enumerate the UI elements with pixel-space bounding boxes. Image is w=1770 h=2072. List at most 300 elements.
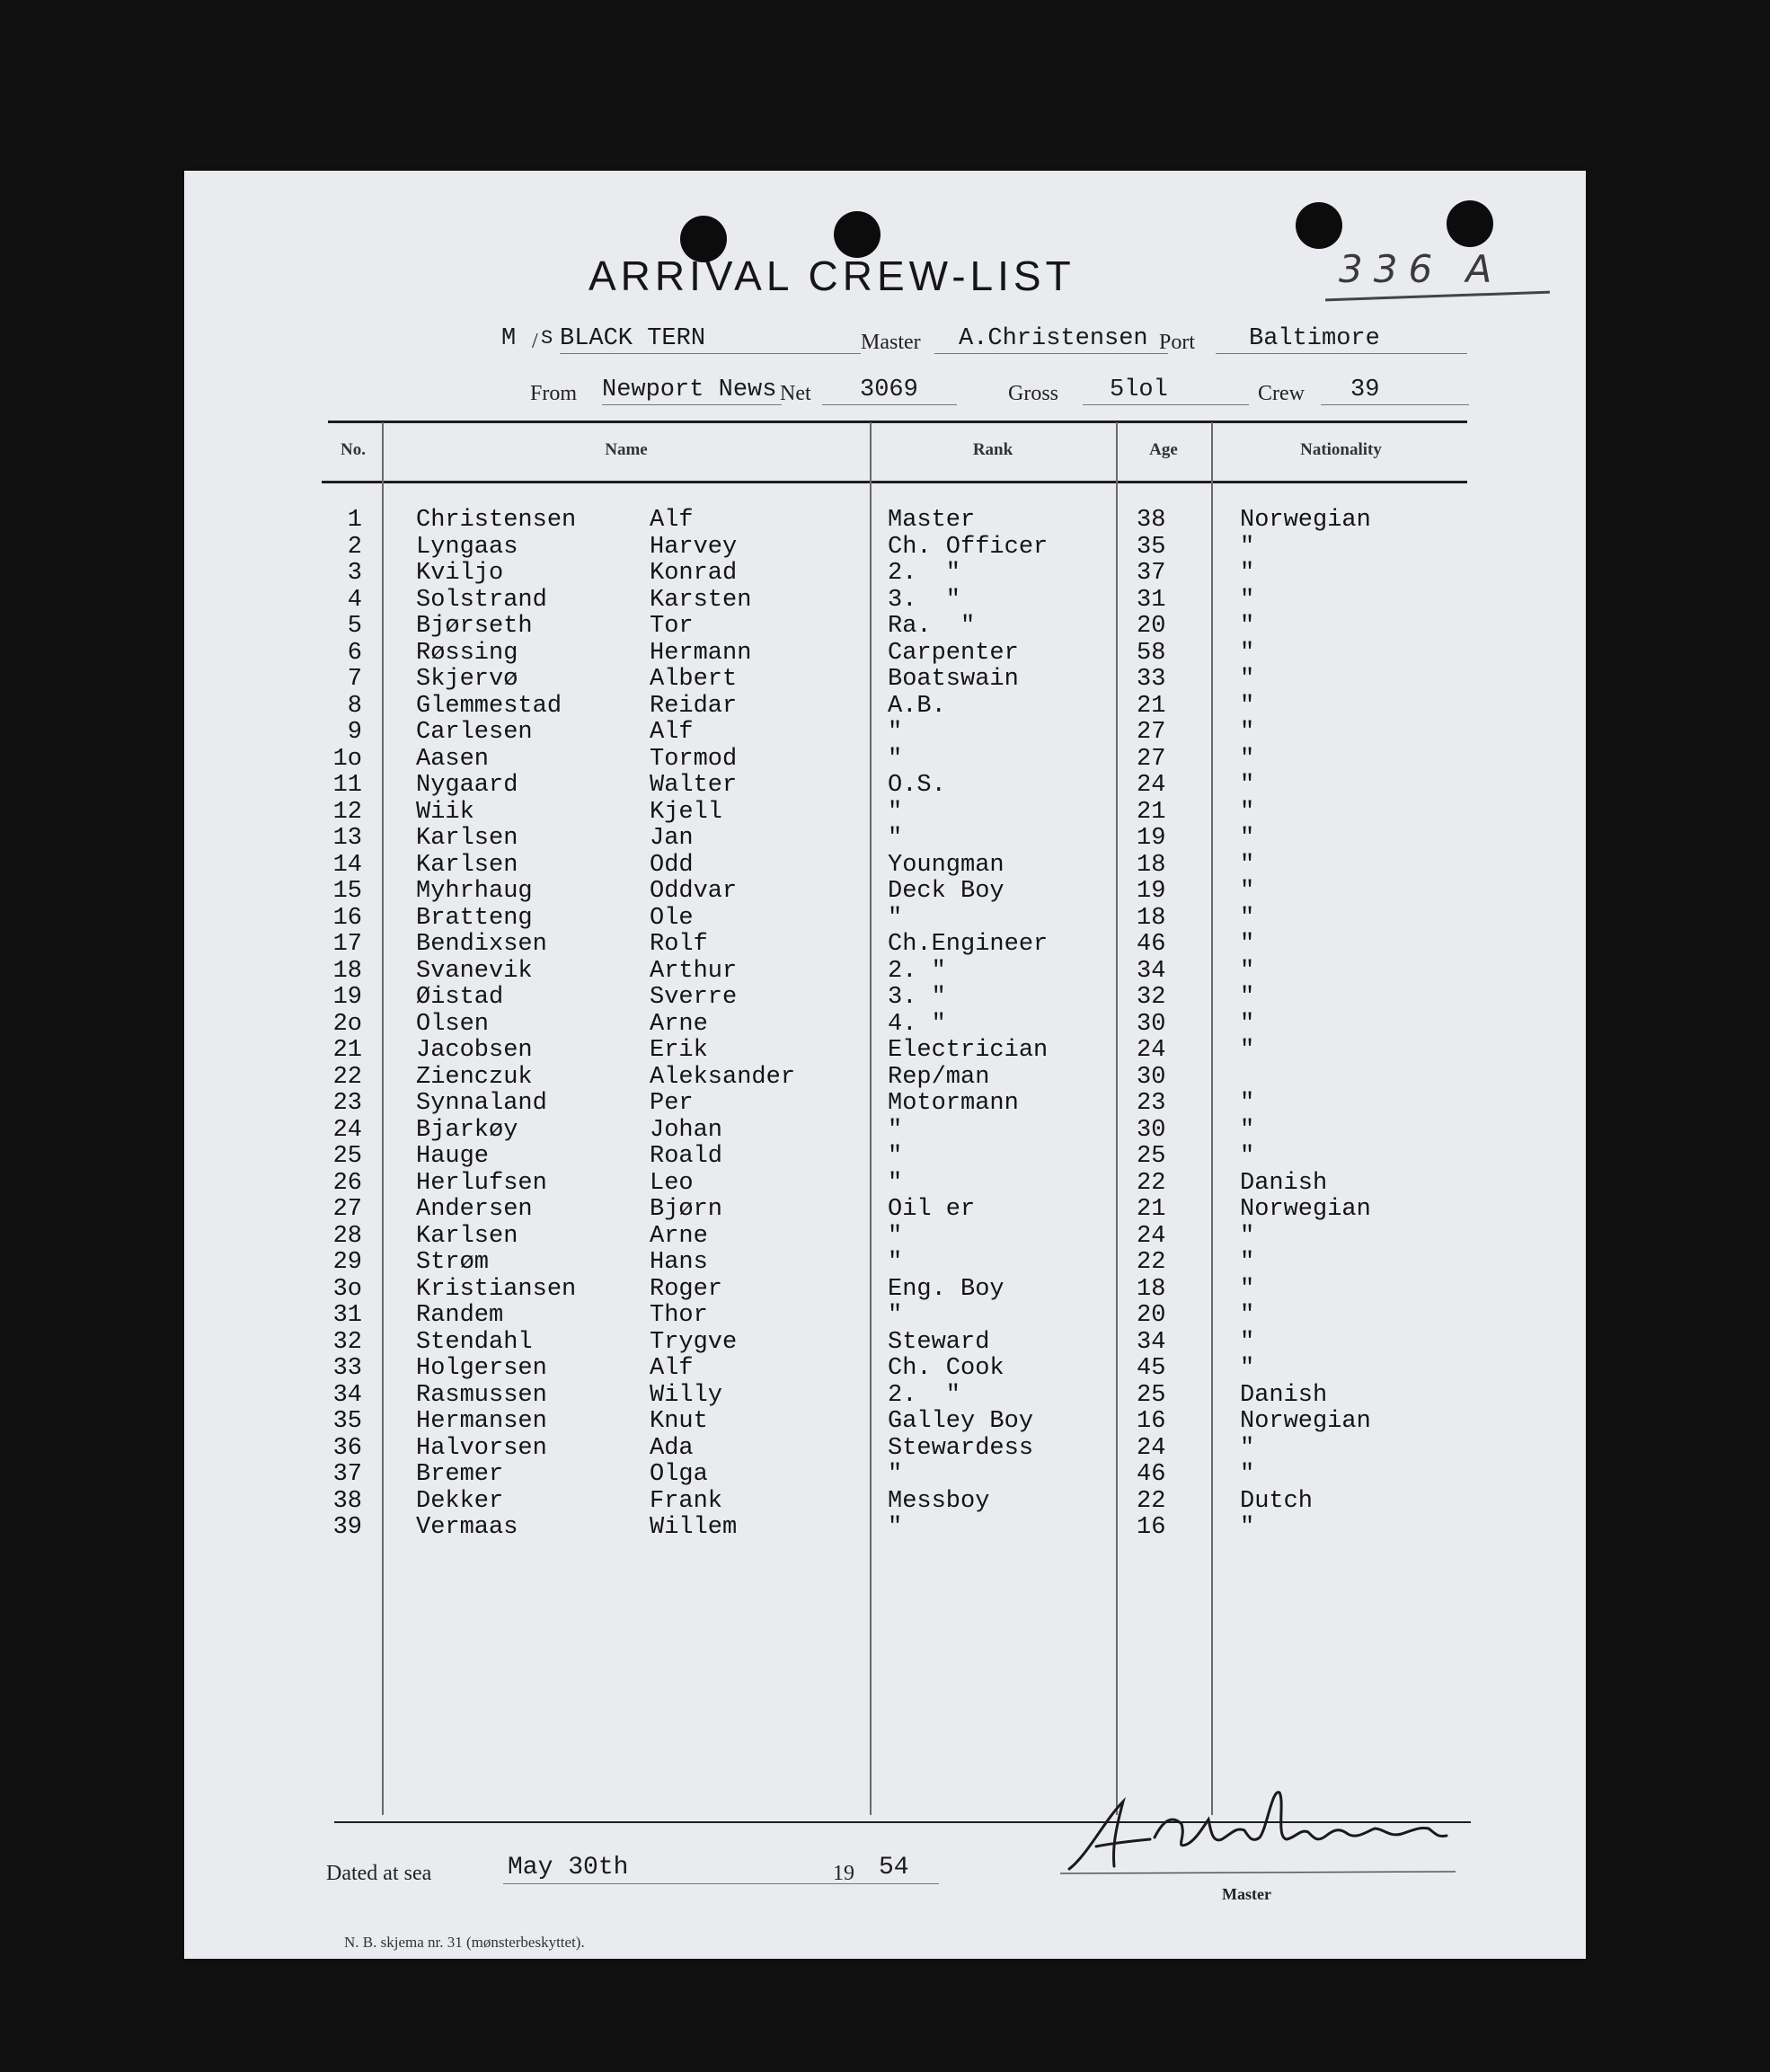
crew-label: Crew: [1258, 382, 1305, 405]
table-row: [184, 1171, 1586, 1198]
row-number: 22: [332, 1063, 362, 1091]
nationality-cell: Danish: [1240, 1169, 1328, 1197]
table-row: [184, 1197, 1586, 1224]
surname-cell: Aasen: [416, 745, 490, 773]
surname-cell: Andersen: [416, 1196, 533, 1223]
table-row: [184, 1436, 1586, 1463]
gross-underline: [1083, 404, 1249, 405]
nationality-cell: ": [1240, 798, 1255, 826]
rank-cell: ": [888, 1302, 903, 1329]
crew-list-sheet: [184, 171, 1586, 1959]
row-number: 17: [332, 931, 362, 958]
rank-cell: Galley Boy: [888, 1408, 1034, 1435]
age-cell: 22: [1137, 1249, 1166, 1276]
row-number: 2o: [332, 1010, 362, 1038]
from-label: From: [530, 382, 578, 405]
row-number: 24: [332, 1116, 362, 1144]
nationality-cell: ": [1240, 613, 1255, 640]
header-age: Age: [1149, 440, 1178, 459]
age-cell: 18: [1137, 904, 1166, 932]
surname-cell: Randem: [416, 1302, 504, 1329]
table-row: [184, 1330, 1586, 1357]
rank-cell: 2. ": [888, 957, 946, 985]
surname-cell: Kviljo: [416, 560, 504, 587]
punch-hole: [1447, 200, 1493, 247]
row-number: 21: [332, 1037, 362, 1064]
nationality-cell: ": [1240, 878, 1255, 905]
row-number: 3o: [332, 1275, 362, 1303]
given-name-cell: Jan: [650, 825, 694, 852]
row-number: 1: [347, 507, 362, 534]
vessel-underline: [560, 353, 861, 354]
age-cell: 35: [1137, 533, 1166, 561]
row-number: 32: [332, 1328, 362, 1356]
age-cell: 37: [1137, 560, 1166, 587]
surname-cell: Wiik: [416, 798, 474, 826]
vessel-prefix: M: [501, 325, 517, 352]
year-prefix: 19: [833, 1862, 854, 1885]
row-number: 34: [332, 1381, 362, 1409]
row-number: 38: [332, 1487, 362, 1515]
age-cell: 22: [1137, 1487, 1166, 1515]
age-cell: 24: [1137, 772, 1166, 799]
rank-cell: ": [888, 798, 903, 826]
row-number: 27: [332, 1196, 362, 1223]
given-name-cell: Leo: [650, 1169, 694, 1197]
given-name-cell: Thor: [650, 1302, 708, 1329]
table-row: [184, 1409, 1586, 1436]
table-row: [184, 1489, 1586, 1516]
rank-cell: ": [888, 719, 903, 746]
nationality-cell: ": [1240, 825, 1255, 852]
nationality-cell: ": [1240, 560, 1255, 587]
row-number: 14: [332, 851, 362, 879]
rank-cell: Electrician: [888, 1037, 1049, 1064]
given-name-cell: Walter: [650, 772, 738, 799]
nationality-cell: ": [1240, 1514, 1255, 1541]
age-cell: 38: [1137, 507, 1166, 534]
row-number: 7: [347, 666, 362, 693]
rank-cell: Ch. Officer: [888, 533, 1049, 561]
age-cell: 30: [1137, 1063, 1166, 1091]
nationality-cell: ": [1240, 586, 1255, 614]
rank-cell: 3. ": [888, 586, 961, 614]
row-number: 13: [332, 825, 362, 852]
crew-underline: [1321, 404, 1469, 405]
row-number: 37: [332, 1461, 362, 1488]
net-underline: [822, 404, 957, 405]
table-row: [184, 1515, 1586, 1542]
age-cell: 24: [1137, 1037, 1166, 1064]
nationality-cell: ": [1240, 1222, 1255, 1250]
age-cell: 46: [1137, 1461, 1166, 1488]
given-name-cell: Aleksander: [650, 1063, 796, 1091]
table-row: [184, 1277, 1586, 1304]
table-row: [184, 1091, 1586, 1118]
given-name-cell: Willem: [650, 1514, 738, 1541]
given-name-cell: Harvey: [650, 533, 738, 561]
row-number: 28: [332, 1222, 362, 1250]
rank-cell: Ra. ": [888, 613, 976, 640]
document-title: ARRIVAL CREW-LIST: [589, 252, 1075, 299]
surname-cell: Stendahl: [416, 1328, 533, 1356]
nationality-cell: ": [1240, 1328, 1255, 1356]
dated-label: Dated at sea: [326, 1862, 432, 1885]
row-number: 6: [347, 639, 362, 667]
surname-cell: Halvorsen: [416, 1434, 547, 1462]
given-name-cell: Tormod: [650, 745, 738, 773]
given-name-cell: Willy: [650, 1381, 723, 1409]
age-cell: 25: [1137, 1143, 1166, 1170]
crew-value: 39: [1350, 376, 1380, 403]
rank-cell: Youngman: [888, 851, 1004, 879]
nationality-cell: Norwegian: [1240, 1196, 1371, 1223]
surname-cell: Karlsen: [416, 1222, 518, 1250]
row-number: 1o: [332, 745, 362, 773]
table-row: [184, 561, 1586, 588]
given-name-cell: Trygve: [650, 1328, 738, 1356]
table-row: [184, 1356, 1586, 1383]
form-note: N. B. skjema nr. 31 (mønsterbeskyttet).: [344, 1934, 585, 1951]
age-cell: 20: [1137, 1302, 1166, 1329]
rank-cell: Boatswain: [888, 666, 1019, 693]
net-label: Net: [780, 382, 811, 405]
nationality-cell: ": [1240, 1434, 1255, 1462]
rank-cell: ": [888, 825, 903, 852]
nationality-cell: ": [1240, 1010, 1255, 1038]
table-row: [184, 535, 1586, 562]
table-row: [184, 720, 1586, 747]
given-name-cell: Alf: [650, 1355, 694, 1382]
nationality-cell: Danish: [1240, 1381, 1328, 1409]
table-row: [184, 641, 1586, 668]
master-label: Master: [861, 331, 921, 354]
rank-cell: Oil er: [888, 1196, 976, 1223]
rank-cell: O.S.: [888, 772, 946, 799]
port-underline: [1216, 353, 1467, 354]
nationality-cell: ": [1240, 692, 1255, 720]
surname-cell: Strøm: [416, 1249, 490, 1276]
gross-label: Gross: [1008, 382, 1059, 405]
surname-cell: Holgersen: [416, 1355, 547, 1382]
nationality-cell: ": [1240, 533, 1255, 561]
port-label: Port: [1159, 331, 1196, 354]
given-name-cell: Roger: [650, 1275, 723, 1303]
nationality-cell: ": [1240, 1116, 1255, 1144]
given-name-cell: Hermann: [650, 639, 752, 667]
surname-cell: Bjørseth: [416, 613, 533, 640]
surname-cell: Carlesen: [416, 719, 533, 746]
given-name-cell: Kjell: [650, 798, 723, 826]
age-cell: 23: [1137, 1090, 1166, 1117]
master-underline: [934, 353, 1168, 354]
rank-cell: ": [888, 1116, 903, 1144]
age-cell: 18: [1137, 1275, 1166, 1303]
surname-cell: Myhrhaug: [416, 878, 533, 905]
age-cell: 16: [1137, 1514, 1166, 1541]
surname-cell: Dekker: [416, 1487, 504, 1515]
given-name-cell: Roald: [650, 1143, 723, 1170]
surname-cell: Bremer: [416, 1461, 504, 1488]
age-cell: 32: [1137, 984, 1166, 1011]
surname-cell: Rasmussen: [416, 1381, 547, 1409]
age-cell: 18: [1137, 851, 1166, 879]
row-number: 15: [332, 878, 362, 905]
rank-cell: ": [888, 1514, 903, 1541]
given-name-cell: Tor: [650, 613, 694, 640]
age-cell: 30: [1137, 1116, 1166, 1144]
age-cell: 30: [1137, 1010, 1166, 1038]
nationality-cell: Norwegian: [1240, 507, 1371, 534]
header-rank: Rank: [972, 440, 1013, 459]
header-name: Name: [605, 440, 648, 459]
surname-cell: Synnaland: [416, 1090, 547, 1117]
given-name-cell: Arne: [650, 1010, 708, 1038]
table-row: [184, 508, 1586, 535]
given-name-cell: Ole: [650, 904, 694, 932]
age-cell: 31: [1137, 586, 1166, 614]
row-number: 23: [332, 1090, 362, 1117]
header-no: No.: [341, 440, 366, 459]
surname-cell: Vermaas: [416, 1514, 518, 1541]
rank-cell: ": [888, 1249, 903, 1276]
nationality-cell: ": [1240, 1037, 1255, 1064]
nationality-cell: ": [1240, 1302, 1255, 1329]
age-cell: 21: [1137, 1196, 1166, 1223]
table-row: [184, 1250, 1586, 1277]
rank-cell: Eng. Boy: [888, 1275, 1004, 1303]
nationality-cell: ": [1240, 984, 1255, 1011]
table-row: [184, 1224, 1586, 1251]
nationality-cell: ": [1240, 851, 1255, 879]
date-value: May 30th: [508, 1854, 629, 1882]
header-nationality: Nationality: [1300, 440, 1382, 459]
given-name-cell: Sverre: [650, 984, 738, 1011]
given-name-cell: Reidar: [650, 692, 738, 720]
vessel-name: BLACK TERN: [560, 325, 706, 352]
row-number: 16: [332, 904, 362, 932]
age-cell: 27: [1137, 719, 1166, 746]
row-number: 36: [332, 1434, 362, 1462]
nationality-cell: ": [1240, 745, 1255, 773]
age-cell: 22: [1137, 1169, 1166, 1197]
from-underline: [602, 404, 782, 405]
rank-cell: A.B.: [888, 692, 946, 720]
row-number: 25: [332, 1143, 362, 1170]
table-row: [184, 1118, 1586, 1145]
table-header-rule: [322, 481, 1467, 483]
given-name-cell: Ada: [650, 1434, 694, 1462]
gross-value: 5lol: [1110, 376, 1168, 403]
rank-cell: Steward: [888, 1328, 990, 1356]
surname-cell: Kristiansen: [416, 1275, 577, 1303]
table-row: [184, 1462, 1586, 1489]
rank-cell: Carpenter: [888, 639, 1019, 667]
from-value: Newport News: [602, 376, 777, 403]
age-cell: 58: [1137, 639, 1166, 667]
age-cell: 24: [1137, 1222, 1166, 1250]
nationality-cell: ": [1240, 1090, 1255, 1117]
row-number: 9: [347, 719, 362, 746]
age-cell: 21: [1137, 798, 1166, 826]
nationality-cell: ": [1240, 931, 1255, 958]
table-row: [184, 747, 1586, 774]
nationality-cell: ": [1240, 1249, 1255, 1276]
rank-cell: Ch. Cook: [888, 1355, 1004, 1382]
table-row: [184, 614, 1586, 641]
rank-cell: Messboy: [888, 1487, 990, 1515]
age-cell: 20: [1137, 613, 1166, 640]
row-number: 2: [347, 533, 362, 561]
given-name-cell: Albert: [650, 666, 738, 693]
surname-cell: Karlsen: [416, 851, 518, 879]
table-row: [184, 879, 1586, 906]
nationality-cell: ": [1240, 1355, 1255, 1382]
row-number: 11: [332, 772, 362, 799]
given-name-cell: Olga: [650, 1461, 708, 1488]
surname-cell: Skjervø: [416, 666, 518, 693]
given-name-cell: Karsten: [650, 586, 752, 614]
age-cell: 34: [1137, 1328, 1166, 1356]
rank-cell: Motormann: [888, 1090, 1019, 1117]
row-number: 12: [332, 798, 362, 826]
rank-cell: 4. ": [888, 1010, 946, 1038]
nationality-cell: ": [1240, 772, 1255, 799]
table-row: [184, 1038, 1586, 1065]
rank-cell: 3. ": [888, 984, 946, 1011]
row-number: 5: [347, 613, 362, 640]
given-name-cell: Knut: [650, 1408, 708, 1435]
surname-cell: Hermansen: [416, 1408, 547, 1435]
given-name-cell: Alf: [650, 507, 694, 534]
archive-number: 336 A: [1339, 247, 1503, 291]
surname-cell: Solstrand: [416, 586, 547, 614]
age-cell: 27: [1137, 745, 1166, 773]
rank-cell: ": [888, 1222, 903, 1250]
age-cell: 19: [1137, 878, 1166, 905]
row-number: 26: [332, 1169, 362, 1197]
given-name-cell: Per: [650, 1090, 694, 1117]
surname-cell: Lyngaas: [416, 533, 518, 561]
rank-cell: Master: [888, 507, 976, 534]
row-number: 3: [347, 560, 362, 587]
given-name-cell: Arne: [650, 1222, 708, 1250]
surname-cell: Øistad: [416, 984, 504, 1011]
surname-cell: Bjarkøy: [416, 1116, 518, 1144]
age-cell: 16: [1137, 1408, 1166, 1435]
age-cell: 25: [1137, 1381, 1166, 1409]
surname-cell: Glemmestad: [416, 692, 562, 720]
master-sign-label: Master: [1222, 1885, 1271, 1903]
year-suffix: 54: [879, 1854, 909, 1882]
surname-cell: Karlsen: [416, 825, 518, 852]
nationality-cell: ": [1240, 1143, 1255, 1170]
table-row: [184, 1012, 1586, 1039]
row-number: 35: [332, 1408, 362, 1435]
surname-cell: Røssing: [416, 639, 518, 667]
row-number: 33: [332, 1355, 362, 1382]
nationality-cell: ": [1240, 957, 1255, 985]
given-name-cell: Frank: [650, 1487, 723, 1515]
surname-cell: Herlufsen: [416, 1169, 547, 1197]
nationality-cell: ": [1240, 639, 1255, 667]
table-row: [184, 1144, 1586, 1171]
nationality-cell: ": [1240, 904, 1255, 932]
master-signature: [1060, 1784, 1474, 1882]
age-cell: 45: [1137, 1355, 1166, 1382]
table-row: [184, 932, 1586, 959]
table-row: [184, 1065, 1586, 1092]
surname-cell: Svanevik: [416, 957, 533, 985]
surname-cell: Jacobsen: [416, 1037, 533, 1064]
nationality-cell: ": [1240, 1461, 1255, 1488]
rank-cell: ": [888, 1169, 903, 1197]
nationality-cell: Norwegian: [1240, 1408, 1371, 1435]
given-name-cell: Arthur: [650, 957, 738, 985]
given-name-cell: Erik: [650, 1037, 708, 1064]
table-row: [184, 906, 1586, 933]
surname-cell: Zienczuk: [416, 1063, 533, 1091]
age-cell: 24: [1137, 1434, 1166, 1462]
vessel-type: S: [541, 327, 553, 350]
table-row: [184, 1303, 1586, 1330]
rank-cell: 2. ": [888, 1381, 961, 1409]
table-row: [184, 773, 1586, 800]
row-number: 4: [347, 586, 362, 614]
given-name-cell: Hans: [650, 1249, 708, 1276]
nationality-cell: Dutch: [1240, 1487, 1314, 1515]
rank-cell: Rep/man: [888, 1063, 990, 1091]
given-name-cell: Rolf: [650, 931, 708, 958]
surname-cell: Bendixsen: [416, 931, 547, 958]
surname-cell: Olsen: [416, 1010, 490, 1038]
rank-cell: Deck Boy: [888, 878, 1004, 905]
rank-cell: ": [888, 745, 903, 773]
table-top-rule: [328, 421, 1467, 423]
table-row: [184, 588, 1586, 615]
port-value: Baltimore: [1249, 325, 1380, 352]
surname-cell: Hauge: [416, 1143, 490, 1170]
row-number: 31: [332, 1302, 362, 1329]
age-cell: 33: [1137, 666, 1166, 693]
given-name-cell: Johan: [650, 1116, 723, 1144]
table-row: [184, 853, 1586, 880]
rank-cell: ": [888, 1461, 903, 1488]
age-cell: 34: [1137, 957, 1166, 985]
rank-cell: 2. ": [888, 560, 961, 587]
rank-cell: Ch.Engineer: [888, 931, 1049, 958]
surname-cell: Nygaard: [416, 772, 518, 799]
age-cell: 19: [1137, 825, 1166, 852]
table-row: [184, 694, 1586, 721]
nationality-cell: ": [1240, 1275, 1255, 1303]
rank-cell: ": [888, 904, 903, 932]
rank-cell: Stewardess: [888, 1434, 1034, 1462]
row-number: 19: [332, 984, 362, 1011]
row-number: 8: [347, 692, 362, 720]
surname-cell: Christensen: [416, 507, 577, 534]
row-number: 29: [332, 1249, 362, 1276]
age-cell: 46: [1137, 931, 1166, 958]
given-name-cell: Bjørn: [650, 1196, 723, 1223]
date-underline: [503, 1883, 939, 1884]
table-row: [184, 1383, 1586, 1410]
table-row: [184, 826, 1586, 853]
archive-underline: [1325, 291, 1550, 302]
net-value: 3069: [860, 376, 918, 403]
table-row: [184, 667, 1586, 694]
punch-hole: [1296, 202, 1342, 249]
